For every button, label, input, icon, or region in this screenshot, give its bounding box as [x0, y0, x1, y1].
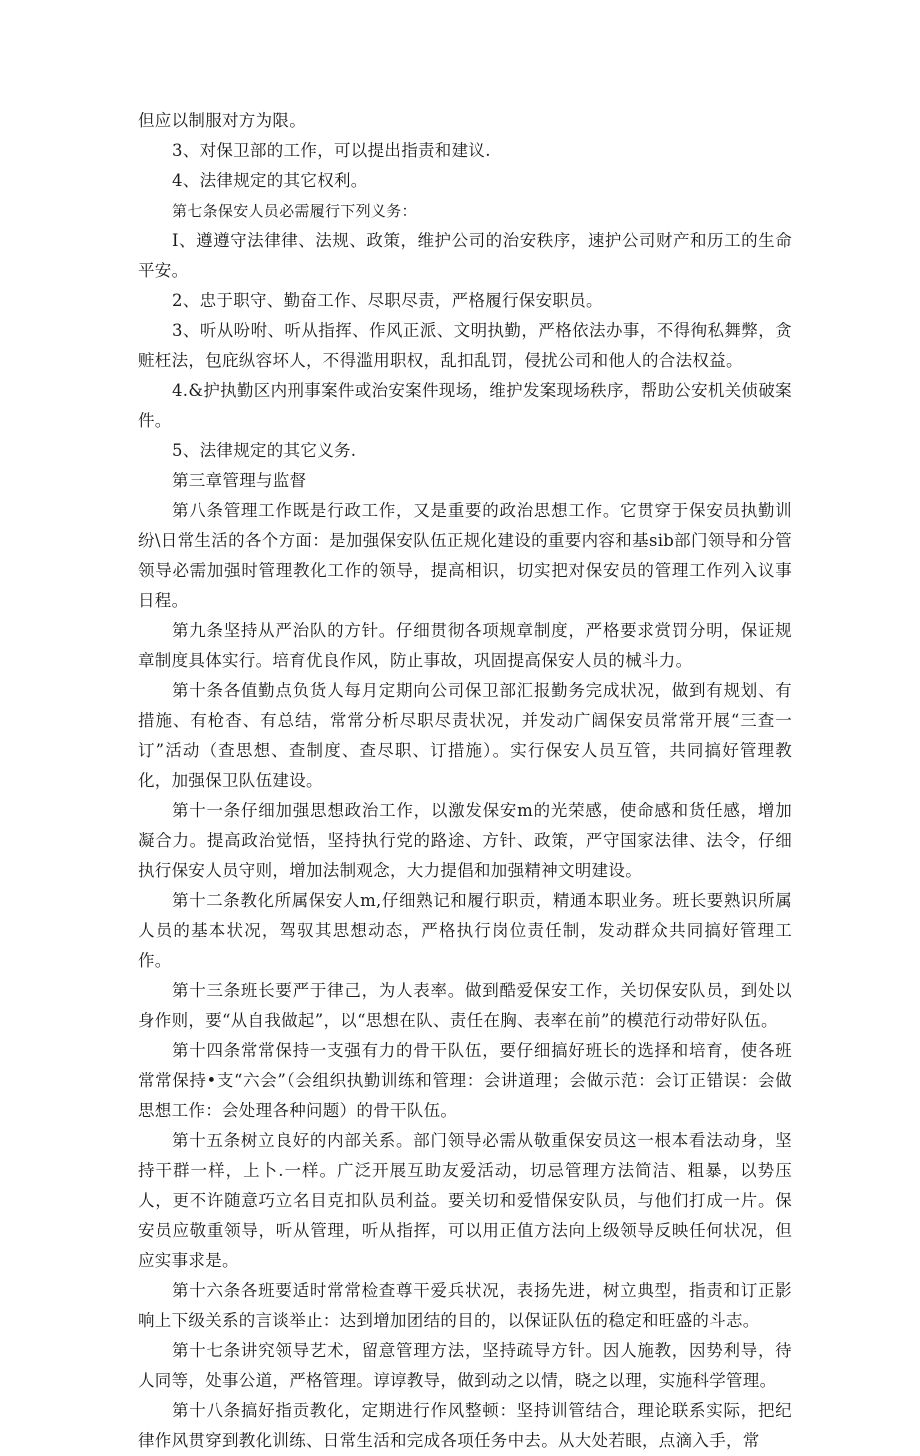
- paragraph: 第九条坚持从严治队的方针。仔细贯彻各项规章制度，严格要求赏罚分明，保证规章制度具体实行。培育优良作风，防止事故，巩固提高保安人员的械斗力。: [138, 621, 792, 670]
- paragraph: 第八条管理工作既是行政工作，又是重要的政治思想工作。它贯穿于保安员执勤训纷\日常生活的各个方面：是加强保安队伍正规化建设的重要内容和基sib部门领导和分管领导必需加强时管理教化工作的领导，提高相识，切实把对保安员的管理工作列入议事日程。: [138, 501, 792, 610]
- paragraph: 第十三条班长要严于律己，为人表率。做到酷爱保安工作，关切保安队员，到处以身作则，要“从自我做起”，以“思想在队、责任在胸、表率在前”的模范行动带好队伍。: [138, 981, 792, 1030]
- paragraph: 第十七条讲究领导艺术，留意管理方法，坚持疏导方针。因人施教，因势利导，待人同等，处事公道，严格管理。谆谆教导，做到动之以情，晓之以理，实施科学管理。: [138, 1341, 792, 1390]
- paragraph: 第七条保安人员必需履行下列义务：: [172, 202, 417, 220]
- paragraph: 第十四条常常保持一支强有力的骨干队伍，要仔细搞好班长的选择和培育，使各班常常保持•支“六会”（会组织执勤训练和管理：会讲道理；会做示范：会订正错误：会做思想工作：会处理各种问题）的骨干队伍。: [138, 1041, 792, 1120]
- paragraph: 第十二条教化所属保安人m,仔细熟记和履行职贡，精通本职业务。班长要熟识所属人员的基本状况，驾驭其思想动态，严格执行岗位责任制，发动群众共同搞好管理工作。: [138, 891, 792, 970]
- paragraph: 第十五条树立良好的内部关系。部门领导必需从敬重保安员这一根本看法动身，坚持干群一样，上卜.一样。广泛开展互助友爱活动，切忌管理方法简洁、粗暴，以势压人，更不许随意巧立名目克扣队员利益。要关切和爱惜保安队员，与他们打成一片。保安员应敬重领导，听从管理，听从指挥，可以用正值方法向上级领导反映任何状况，但应实事求是。: [138, 1131, 792, 1270]
- paragraph: 2、忠于职守、勤奋工作、尽职尽责，严格履行保安职员。: [172, 291, 603, 310]
- paragraph: 第十一条仔细加强思想政治工作，以激发保安m的光荣感，使命感和货任感，增加凝合力。提高政治觉悟，坚持执行党的路途、方针、政策，严守国家法律、法令，仔细执行保安人员守则，增加法制观念，大力提倡和加强精神文明建设。: [138, 801, 792, 880]
- paragraph: 3、听从吩咐、听从指挥、作风正派、文明执勤，严格依法办事，不得徇私舞弊，贪赃枉法，包庇纵容坏人，不得滥用职权，乱扣乱罚，侵扰公司和他人的合法权益。: [138, 321, 792, 370]
- paragraph: 3、对保卫部的工作，可以提出指责和建议.: [172, 141, 491, 160]
- paragraph: 第三章管理与监督: [172, 471, 307, 490]
- paragraph: 第十八条搞好指贡教化，定期进行作风整顿：坚持训管结合，理论联系实际，把纪律作风贯穿到教化训练、日常生活和完成各项任务中去。从大处若眼，点滴入手，常: [138, 1401, 792, 1450]
- paragraph: 5、法律规定的其它义务.: [172, 441, 357, 460]
- paragraph: 4、法律规定的其它权利。: [172, 171, 368, 190]
- paragraph: 4.&护执勤区内刑事案件或治安案件现场，维护发案现场秩序，帮助公安机关侦破案件。: [138, 381, 792, 430]
- paragraph: 但应以制服对方为限。: [138, 111, 306, 130]
- paragraph: I、遵遵守法律律、法规、政策，维护公司的治安秩序，速护公司财产和历工的生命平安。: [138, 231, 792, 280]
- paragraph: 第十六条各班要适时常常检查尊干爱兵状况，表扬先进，树立典型，指责和订正影响上下级关系的言谈举止：达到增加团结的目的，以保证队伍的稳定和旺盛的斗志。: [138, 1281, 792, 1330]
- paragraph: 第十条各值勤点负货人每月定期向公司保卫部汇报勤务完成状况，做到有规划、有措施、有枪杳、有总结，常常分析尽职尽责状况，并发动广阔保安员常常开展“三查一订”活动（查思想、查制度、查尽职、订措施）。实行保安人员互管，共同搞好管理教化，加强保卫队伍建设。: [138, 681, 792, 790]
- document-body: [138, 106, 792, 1456]
